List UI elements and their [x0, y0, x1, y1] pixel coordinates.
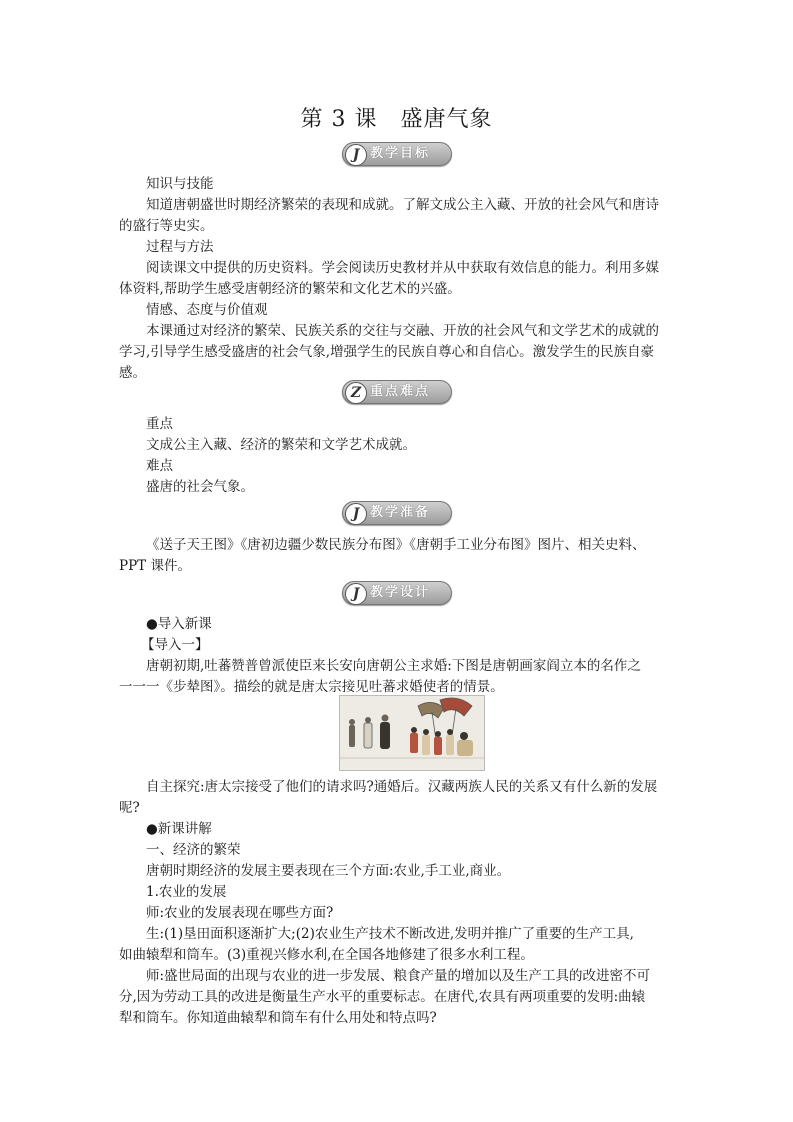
teacher-remark-line: 犁和筒车。你知道曲辕犁和筒车有什么用处和特点吗?	[119, 1010, 437, 1026]
goals-knowledge-line: 知道唐朝盛世时期经济繁荣的表现和成就。了解文成公主入藏、开放的社会风气和唐诗	[146, 197, 659, 213]
key-heading: 重点	[146, 416, 173, 432]
section-heading: 一、经济的繁荣	[146, 842, 241, 858]
banner-text: 教学目标	[370, 146, 431, 161]
key-text: 文成公主入藏、经济的繁荣和文学艺术成就。	[146, 437, 416, 453]
goals-emotion-line: 感。	[119, 365, 146, 381]
banner-badge-icon: J	[345, 144, 367, 166]
difficulty-text: 盛唐的社会气象。	[146, 479, 254, 495]
prep-line: 《送子天王图》《唐初边疆少数民族分布图》《唐朝手工业分布图》图片、相关史料、	[146, 537, 646, 553]
explore-line: 自主探究:唐太宗接受了他们的请求吗?通婚后。汉藏两族人民的关系又有什么新的发展	[146, 779, 658, 795]
section-banner-goals	[342, 142, 452, 166]
goals-emotion-heading: 情感、态度与价值观	[146, 302, 268, 318]
banner-badge-icon: J	[345, 503, 367, 525]
goals-knowledge-line: 的盛行等史实。	[119, 218, 214, 234]
goals-emotion-line: 学习,引导学生感受盛唐的社会气象,增强学生的民族自尊心和自信心。激发学生的民族自豪	[119, 344, 655, 360]
teacher-remark-line: 分,因为劳动工具的改进是衡量生产水平的重要标志。在唐代,农具有两项重要的发明:曲辕	[119, 989, 646, 1005]
banner-text: 重点难点	[370, 384, 431, 399]
banner-text: 教学设计	[370, 585, 431, 600]
banner-text: 教学准备	[370, 505, 431, 520]
section-banner-prep	[342, 501, 452, 525]
section-banner-keypoints	[342, 380, 452, 404]
section-text: 唐朝时期经济的发展主要表现在三个方面:农业,手工业,商业。	[146, 863, 511, 879]
painting-illustration	[339, 695, 485, 771]
teacher-remark-line: 师:盛世局面的出现与农业的进一步发展、粮食产量的增加以及生产工具的改进密不可	[146, 968, 651, 984]
banner-badge-icon: J	[345, 583, 367, 605]
goals-emotion-line: 本课通过对经济的繁荣、民族关系的交往与交融、开放的社会风气和文学艺术的成就的	[146, 323, 659, 339]
lesson-title: 第 3 课 盛唐气象	[300, 107, 493, 132]
banner-badge-icon: Z	[345, 382, 367, 404]
goals-process-heading: 过程与方法	[146, 239, 214, 255]
teacher-question: 师:农业的发展表现在哪些方面?	[146, 905, 334, 921]
intro-subheading: 【导入一】	[141, 637, 209, 653]
goals-knowledge-heading: 知识与技能	[146, 176, 214, 192]
painting-figures-image	[340, 696, 484, 770]
goals-process-line: 阅读课文中提供的历史资料。学会阅读历史教材并从中获取有效信息的能力。利用多媒	[146, 260, 659, 276]
subsection-heading: 1.农业的发展	[146, 884, 227, 900]
student-answer-line: 如曲辕犁和筒车。(3)重视兴修水利,在全国各地修建了很多水利工程。	[119, 947, 534, 963]
student-answer-line: 生:(1)垦田面积逐渐扩大;(2)农业生产技术不断改进,发明并推广了重要的生产工具,	[146, 926, 634, 942]
intro-heading: ●导入新课	[146, 616, 212, 632]
intro-line: 唐朝初期,吐蕃赞普曾派使臣来长安向唐朝公主求婚:下图是唐朝画家阎立本的名作之	[146, 658, 641, 674]
goals-process-line: 体资料,帮助学生感受唐朝经济的繁荣和文化艺术的兴盛。	[119, 281, 461, 297]
explore-line: 呢?	[119, 800, 140, 816]
difficulty-heading: 难点	[146, 458, 173, 474]
section-banner-design	[342, 581, 452, 605]
intro-line: 一一一《步辇图》。描绘的就是唐太宗接见吐蕃求婚使者的情景。	[119, 679, 504, 695]
lecture-heading: ●新课讲解	[146, 821, 212, 837]
prep-line: PPT 课件。	[119, 558, 191, 574]
